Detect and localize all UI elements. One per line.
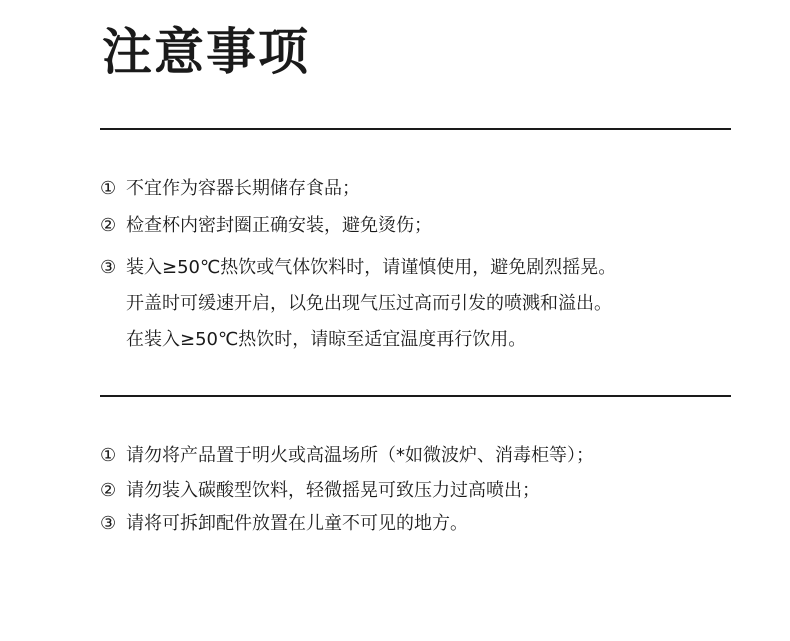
- item-number: ②: [100, 480, 117, 501]
- list-item: [100, 479, 540, 503]
- list-item: [100, 256, 616, 280]
- list-item: [100, 214, 432, 238]
- item-text: 检查杯内密封圈正确安装，避免烫伤；: [126, 215, 432, 236]
- list-item: [100, 177, 360, 201]
- item-text: 装入≥50℃热饮或气体饮料时，请谨慎使用，避免剧烈摇晃。: [126, 257, 617, 278]
- item-number: ③: [100, 513, 117, 534]
- page-title: 注意事项: [102, 23, 310, 81]
- item-number: ①: [100, 178, 117, 199]
- top-divider: [100, 128, 731, 130]
- item-number: ①: [100, 445, 117, 466]
- list-item: [100, 444, 594, 468]
- item-text: 请勿将产品置于明火或高温场所（*如微波炉、消毒柜等）；: [126, 445, 594, 466]
- item-text: 请将可拆卸配件放置在儿童不可见的地方。: [126, 513, 468, 534]
- list-item-continuation: 在装入≥50℃热饮时，请晾至适宜温度再行饮用。: [126, 329, 527, 350]
- middle-divider: [100, 395, 731, 397]
- item-number: ②: [100, 215, 117, 236]
- list-item-continuation: 开盖时可缓速开启，以免出现气压过高而引发的喷溅和溢出。: [126, 293, 612, 314]
- item-text: 请勿装入碳酸型饮料，轻微摇晃可致压力过高喷出；: [126, 480, 540, 501]
- item-text: 不宜作为容器长期储存食品；: [126, 178, 360, 199]
- list-item: [100, 512, 468, 536]
- item-number: ③: [100, 257, 117, 278]
